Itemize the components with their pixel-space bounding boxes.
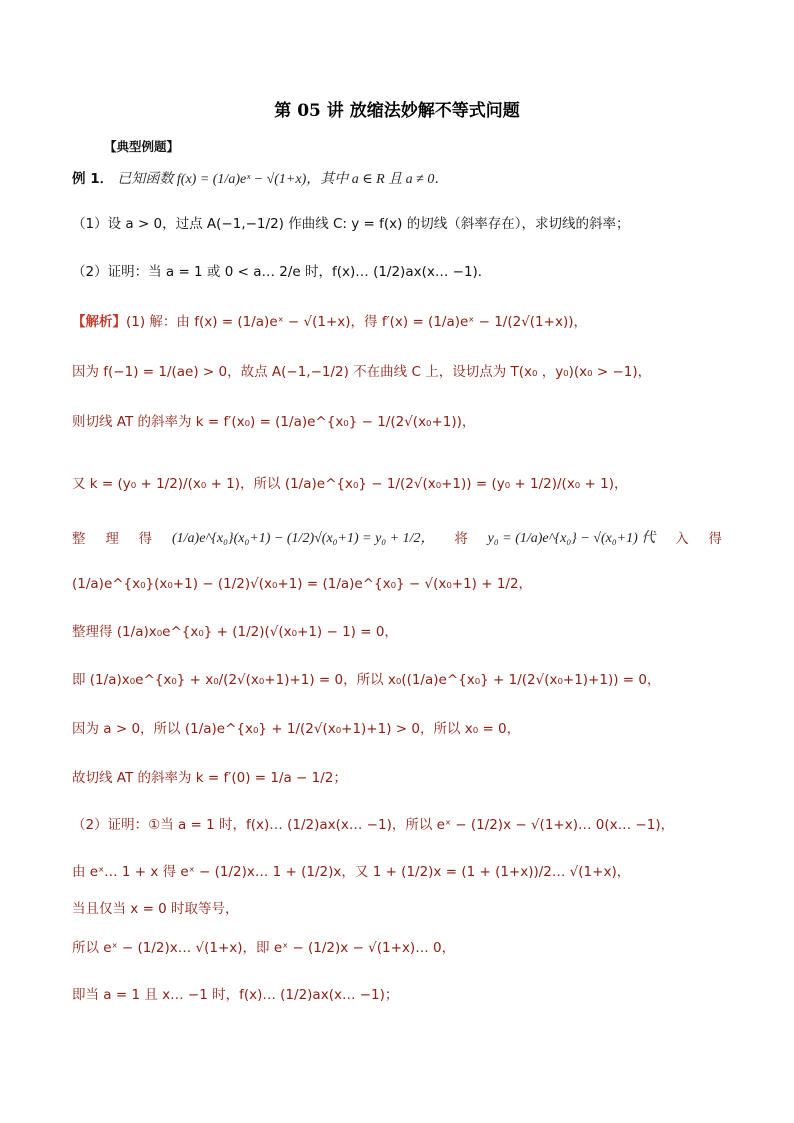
solution-justified-line [72, 527, 722, 547]
spread-equation: y₀ = (1/a)e^{x₀} − √(x₀+1) 代 [487, 531, 656, 546]
solution-line-5: (1/a)e^{x₀}(x₀+1) − (1/2)√(x₀+1) = (1/a)e^{x₀} − √(x₀+1) + 1/2， [72, 576, 533, 592]
solution-line-3: 则切线 AT 的斜率为 k = f′(x₀) = (1/a)e^{x₀} − 1/(2√(x₀+1))， [72, 414, 476, 430]
solution-line-8: 因为 a > 0，所以 (1/a)e^{x₀} + 1/(2√(x₀+1)+1) > 0，所以 x₀ = 0， [72, 721, 521, 737]
example-label: 例 1． [72, 171, 114, 187]
solution-line-10: （2）证明：①当 a = 1 时，f(x)… (1/2)ax(x… −1)，所以 eˣ − (1/2)x − √(1+x)… 0(x… −1)， [72, 817, 675, 833]
solution-line-2: 因为 f(−1) = 1/(ae) > 0，故点 A(−1,−1/2) 不在曲线 C 上，设切点为 T(x₀ ，y₀)(x₀ > −1)， [72, 364, 652, 380]
solution-line-1: 【解析】(1) 解：由 f(x) = (1/a)eˣ − √(1+x)，得 f′(x) = (1/a)eˣ − 1/(2√(1+x))， [72, 314, 587, 330]
solution-line-7: 即 (1/a)x₀e^{x₀} + x₀/(2√(x₀+1)+1) = 0，所以 x₀((1/a)e^{x₀} + 1/(2√(x₀+1)+1)) = 0， [72, 672, 661, 688]
spread-word: 整 [72, 531, 86, 547]
question-1: （1）设 a > 0，过点 A(−1,−1/2) 作曲线 C: y = f(x) 的切线（斜率存在），求切线的斜率； [72, 216, 630, 232]
spread-word: 理 [105, 531, 119, 547]
spread-word: 入 [675, 531, 689, 547]
section-heading: 【典型例题】 [104, 139, 180, 154]
solution-line-9: 故切线 AT 的斜率为 k = f′(0) = 1/a − 1/2； [72, 770, 347, 786]
spread-equation: (1/a)e^{x₀}(x₀+1) − (1/2)√(x₀+1) = y₀ + 1/2， [171, 531, 435, 546]
question-2: （2）证明：当 a = 1 或 0 < a… 2/e 时，f(x)… (1/2)ax(x… −1)． [72, 264, 492, 280]
page-title: 第 05 讲 放缩法妙解不等式问题 [274, 101, 520, 121]
solution-tag: 【解析】 [72, 314, 126, 330]
solution-line-12: 当且仅当 x = 0 时取等号， [72, 901, 239, 917]
solution-line-6: 整理得 (1/a)x₀e^{x₀} + (1/2)(√(x₀+1) − 1) = 0， [72, 624, 398, 640]
example-text: 已知函数 f(x) = (1/a)eˣ − √(1+x)，其中 a ∈ R 且 a ≠ 0． [117, 172, 449, 187]
example-line [72, 169, 448, 190]
solution-line-4: 又 k = (y₀ + 1/2)/(x₀ + 1)，所以 (1/a)e^{x₀} − 1/(2√(x₀+1)) = (y₀ + 1/2)/(x₀ + 1)， [72, 476, 628, 492]
spread-word: 得 [138, 531, 153, 547]
spread-word: 将 [454, 531, 468, 547]
spread-word: 得 [708, 531, 722, 547]
solution-line-13: 所以 eˣ − (1/2)x… √(1+x)，即 eˣ − (1/2)x − √(1+x)… 0， [72, 940, 456, 956]
solution-line-14: 即当 a = 1 且 x… −1 时，f(x)… (1/2)ax(x… −1)； [72, 987, 399, 1003]
solution-line-11: 由 eˣ… 1 + x 得 eˣ − (1/2)x… 1 + (1/2)x，又 1 + (1/2)x = (1 + (1+x))/2… √(1+x)， [72, 864, 631, 880]
